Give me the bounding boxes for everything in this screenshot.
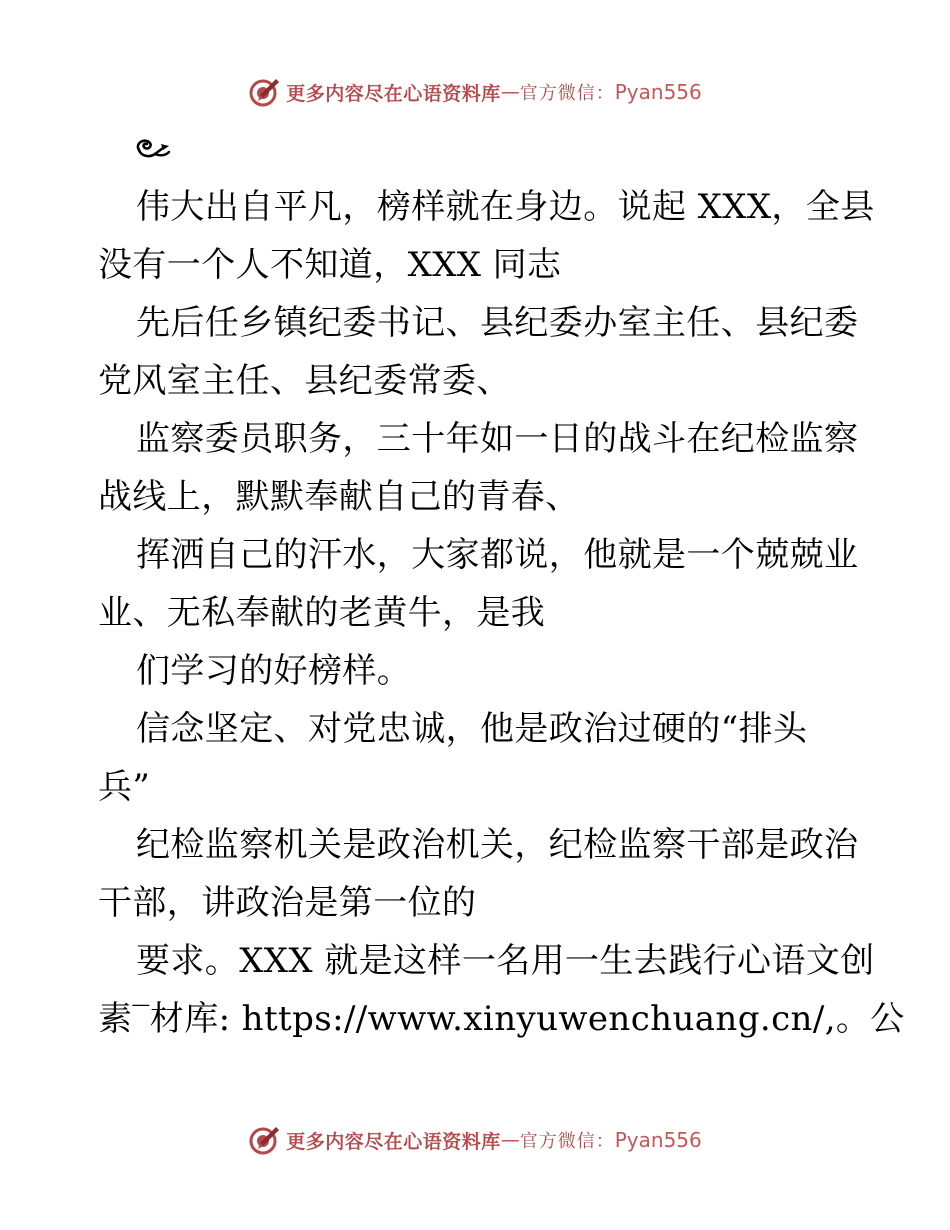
text-line: 要求。XXX 就是这样一名用一生去践行心语文创: [136, 941, 875, 981]
footer-banner: [0, 1120, 950, 1160]
header-banner: [0, 72, 950, 112]
banner-wechat-id: Pyan556: [614, 80, 702, 104]
text-line: 业、无私奉献的老黄牛，是我: [98, 593, 546, 633]
text-line: 党风室主任、县纪委常委、: [98, 361, 511, 401]
banner-separator: —: [500, 1129, 520, 1151]
banner-main-text: 更多内容尽在心语资料库: [286, 82, 501, 105]
text-line: 先后任乡镇纪委书记、县纪委办室主任、县纪委: [136, 303, 859, 343]
swirl-ornament-icon: [133, 134, 173, 166]
text-line: 监察委员职务，三十年如一日的战斗在纪检监察: [136, 419, 859, 459]
banner-sub-text: 官方微信：: [519, 1131, 615, 1152]
text-line: 兵”: [98, 767, 151, 807]
text-line: 干部，讲政治是第一位的: [98, 883, 477, 923]
text-line: 素‾材库: https://www.xinyuwenchuang.cn/,。公: [98, 999, 905, 1039]
banner-sub-text: 官方微信：: [519, 83, 615, 104]
banner-separator: —: [500, 81, 520, 103]
text-line: 没有一个人不知道，XXX 同志: [98, 245, 562, 285]
text-line: 挥洒自己的汗水，大家都说，他就是一个兢兢业: [136, 535, 859, 575]
text-line: 信念坚定、对党忠诚，他是政治过硬的“排头: [136, 709, 808, 749]
pen-logo-icon: [248, 1123, 282, 1157]
banner-wechat-id: Pyan556: [614, 1128, 702, 1152]
text-line: 们学习的好榜样。: [136, 651, 412, 691]
banner-main-text: 更多内容尽在心语资料库: [286, 1130, 501, 1153]
text-line: 伟大出自平凡，榜样就在身边。说起 XXX，全县: [136, 187, 875, 227]
text-line: 战线上，默默奉献自己的青春、: [98, 477, 580, 517]
document-body: [98, 178, 905, 1048]
text-line: 纪检监察机关是政治机关，纪检监察干部是政治: [136, 825, 859, 865]
pen-logo-icon: [248, 75, 282, 109]
